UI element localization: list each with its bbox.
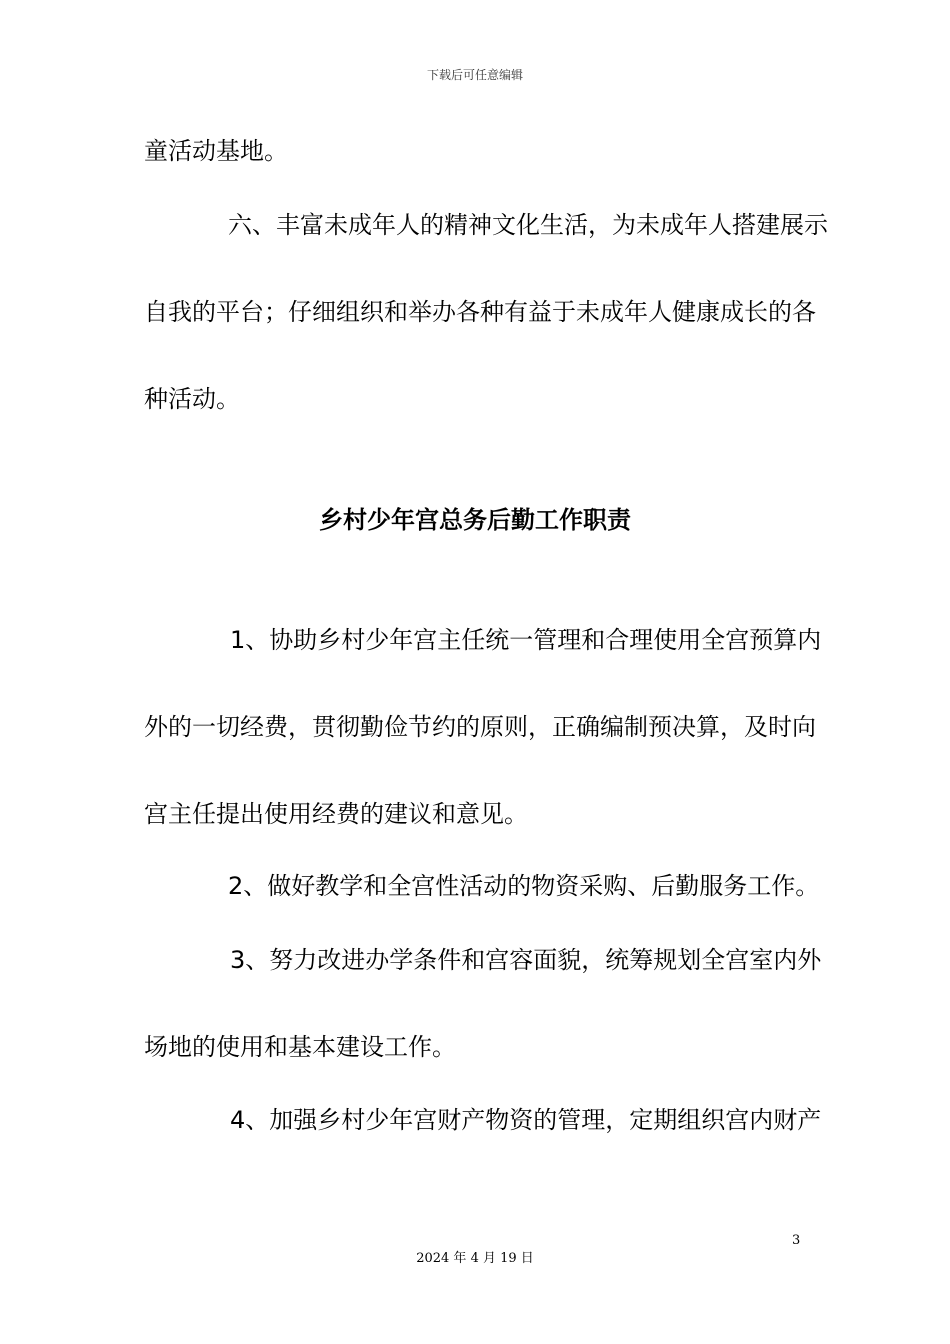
paragraph-line: 3、努力改进办学条件和宫容面貌，统筹规划全宫室内外 (230, 946, 822, 974)
paragraph-line: 种活动。 (144, 385, 240, 413)
page-number: 3 (792, 1233, 801, 1248)
paragraph-line: 外的一切经费，贯彻勤俭节约的原则，正确编制预决算，及时向 (144, 713, 816, 741)
paragraph-line: 4、加强乡村少年宫财产物资的管理，定期组织宫内财产 (230, 1106, 822, 1134)
paragraph-line: 自我的平台；仔细组织和举办各种有益于未成年人健康成长的各 (144, 298, 816, 326)
section-title: 乡村少年宫总务后勤工作职责 (319, 506, 631, 534)
footer-date: 2024 年 4 月 19 日 (416, 1251, 534, 1266)
paragraph-line: 1、协助乡村少年宫主任统一管理和合理使用全宫预算内 (230, 626, 822, 654)
header-note: 下载后可任意编辑 (426, 68, 523, 82)
paragraph-line: 六、丰富未成年人的精神文化生活，为未成年人搭建展示 (228, 211, 828, 239)
paragraph-line: 童活动基地。 (144, 137, 288, 165)
paragraph-line: 场地的使用和基本建设工作。 (144, 1033, 456, 1061)
paragraph-line: 宫主任提出使用经费的建议和意见。 (144, 800, 528, 828)
paragraph-line: 2、做好教学和全宫性活动的物资采购、后勤服务工作。 (228, 872, 820, 900)
